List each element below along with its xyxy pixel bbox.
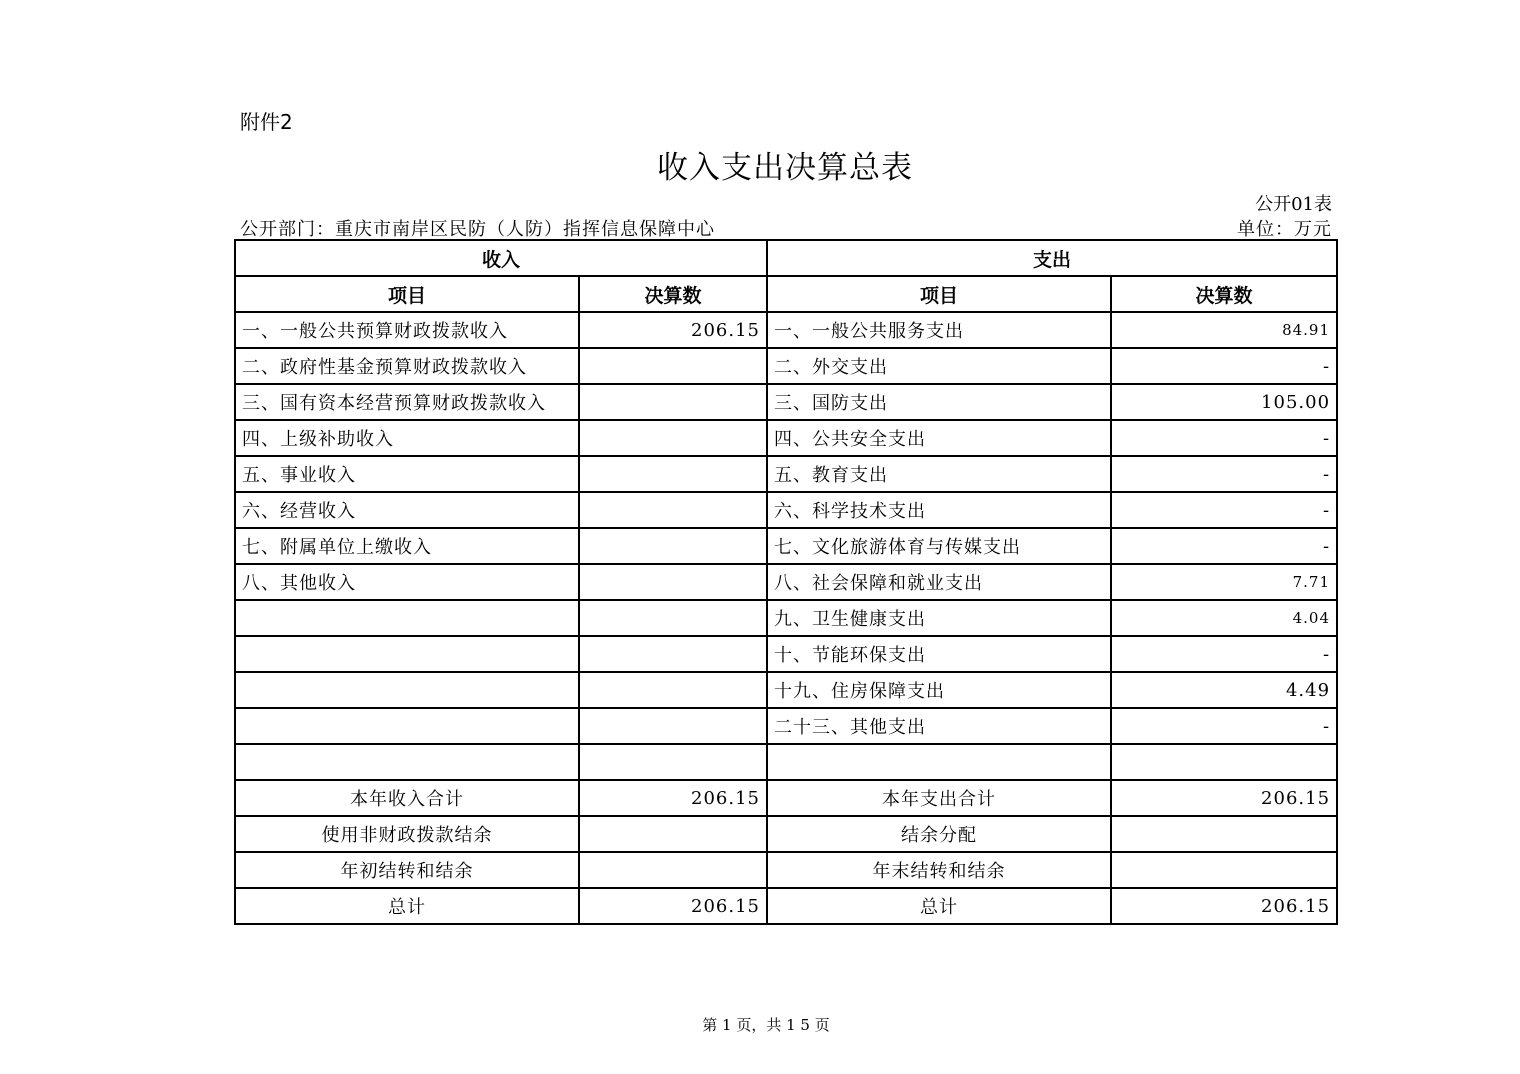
expense-item-cell: 二十三、其他支出 [767, 708, 1111, 744]
income-amount-cell [579, 744, 767, 780]
expense-item-cell: 二、外交支出 [767, 348, 1111, 384]
table-row [235, 744, 1337, 780]
expense-item-cell: 四、公共安全支出 [767, 420, 1111, 456]
table-row [235, 312, 1337, 348]
expense-amount-cell: - [1111, 348, 1337, 384]
income-header: 收入 [235, 240, 767, 276]
income-amount-cell [579, 528, 767, 564]
table-row [235, 528, 1337, 564]
income-item-cell: 七、附属单位上缴收入 [235, 528, 579, 564]
income-item-cell: 四、上级补助收入 [235, 420, 579, 456]
expense-amount-cell [1111, 852, 1337, 888]
income-amount-cell [579, 456, 767, 492]
column-header-row [235, 276, 1337, 312]
expense-item-cell: 结余分配 [767, 816, 1111, 852]
section-header-row [235, 240, 1337, 276]
page-title: 收入支出决算总表 [657, 150, 913, 186]
expense-item-cell: 六、科学技术支出 [767, 492, 1111, 528]
expense-amount-cell: - [1111, 528, 1337, 564]
table-row [235, 384, 1337, 420]
income-amount-cell [579, 564, 767, 600]
income-item-cell: 使用非财政拨款结余 [235, 816, 579, 852]
income-item-cell: 八、其他收入 [235, 564, 579, 600]
income-item-cell [235, 636, 579, 672]
expense-item-cell [767, 744, 1111, 780]
expense-item-cell: 五、教育支出 [767, 456, 1111, 492]
expense-item-cell: 总计 [767, 888, 1111, 924]
budget-table [234, 239, 1338, 925]
expense-amount-cell: 4.04 [1111, 600, 1337, 636]
unit-label: 单位：万元 [1237, 219, 1332, 240]
income-amount-cell [579, 420, 767, 456]
income-amount-cell [579, 492, 767, 528]
expense-amount-cell: - [1111, 456, 1337, 492]
income-item-cell: 一、一般公共预算财政拨款收入 [235, 312, 579, 348]
table-row [235, 492, 1337, 528]
expense-amount-cell: - [1111, 636, 1337, 672]
income-item-header: 项目 [235, 276, 579, 312]
income-item-cell [235, 708, 579, 744]
expense-item-cell: 十、节能环保支出 [767, 636, 1111, 672]
expense-amount-cell: 206.15 [1111, 888, 1337, 924]
income-amount-cell [579, 708, 767, 744]
expense-amount-cell: 84.91 [1111, 312, 1337, 348]
total-row [235, 780, 1337, 816]
expense-amount-cell: - [1111, 420, 1337, 456]
income-amount-cell: 206.15 [579, 888, 767, 924]
expense-amount-cell: 206.15 [1111, 780, 1337, 816]
income-item-cell: 五、事业收入 [235, 456, 579, 492]
expense-item-cell: 年末结转和结余 [767, 852, 1111, 888]
income-amount-cell: 206.15 [579, 312, 767, 348]
income-item-cell: 二、政府性基金预算财政拨款收入 [235, 348, 579, 384]
income-item-cell [235, 600, 579, 636]
table-row [235, 708, 1337, 744]
expense-amount-cell: 4.49 [1111, 672, 1337, 708]
income-amount-header: 决算数 [579, 276, 767, 312]
income-amount-cell: 206.15 [579, 780, 767, 816]
expense-item-cell: 十九、住房保障支出 [767, 672, 1111, 708]
table-row [235, 600, 1337, 636]
income-item-cell: 总计 [235, 888, 579, 924]
income-item-cell [235, 672, 579, 708]
income-item-cell: 六、经营收入 [235, 492, 579, 528]
income-amount-cell [579, 816, 767, 852]
income-amount-cell [579, 636, 767, 672]
income-amount-cell [579, 384, 767, 420]
expense-item-header: 项目 [767, 276, 1111, 312]
page-footer: 第 1 页，共 1 5 页 [702, 1016, 830, 1034]
table-row [235, 348, 1337, 384]
income-item-cell: 三、国有资本经营预算财政拨款收入 [235, 384, 579, 420]
expense-item-cell: 九、卫生健康支出 [767, 600, 1111, 636]
table-row [235, 456, 1337, 492]
department-label: 公开部门：重庆市南岸区民防（人防）指挥信息保障中心 [240, 219, 715, 240]
expense-amount-header: 决算数 [1111, 276, 1337, 312]
form-code: 公开01表 [1255, 194, 1332, 215]
expense-item-cell: 三、国防支出 [767, 384, 1111, 420]
table-row [235, 672, 1337, 708]
table-row [235, 420, 1337, 456]
expense-amount-cell [1111, 744, 1337, 780]
total-row [235, 816, 1337, 852]
total-row [235, 852, 1337, 888]
expense-amount-cell [1111, 816, 1337, 852]
income-item-cell: 年初结转和结余 [235, 852, 579, 888]
table-row [235, 636, 1337, 672]
expense-amount-cell: - [1111, 492, 1337, 528]
expense-item-cell: 本年支出合计 [767, 780, 1111, 816]
income-amount-cell [579, 348, 767, 384]
table-row [235, 564, 1337, 600]
attachment-label: 附件2 [240, 110, 293, 134]
income-amount-cell [579, 600, 767, 636]
expense-item-cell: 一、一般公共服务支出 [767, 312, 1111, 348]
expense-amount-cell: - [1111, 708, 1337, 744]
expense-header: 支出 [767, 240, 1337, 276]
income-amount-cell [579, 852, 767, 888]
expense-item-cell: 八、社会保障和就业支出 [767, 564, 1111, 600]
income-item-cell: 本年收入合计 [235, 780, 579, 816]
expense-amount-cell: 7.71 [1111, 564, 1337, 600]
income-amount-cell [579, 672, 767, 708]
expense-amount-cell: 105.00 [1111, 384, 1337, 420]
total-row [235, 888, 1337, 924]
expense-item-cell: 七、文化旅游体育与传媒支出 [767, 528, 1111, 564]
income-item-cell [235, 744, 579, 780]
